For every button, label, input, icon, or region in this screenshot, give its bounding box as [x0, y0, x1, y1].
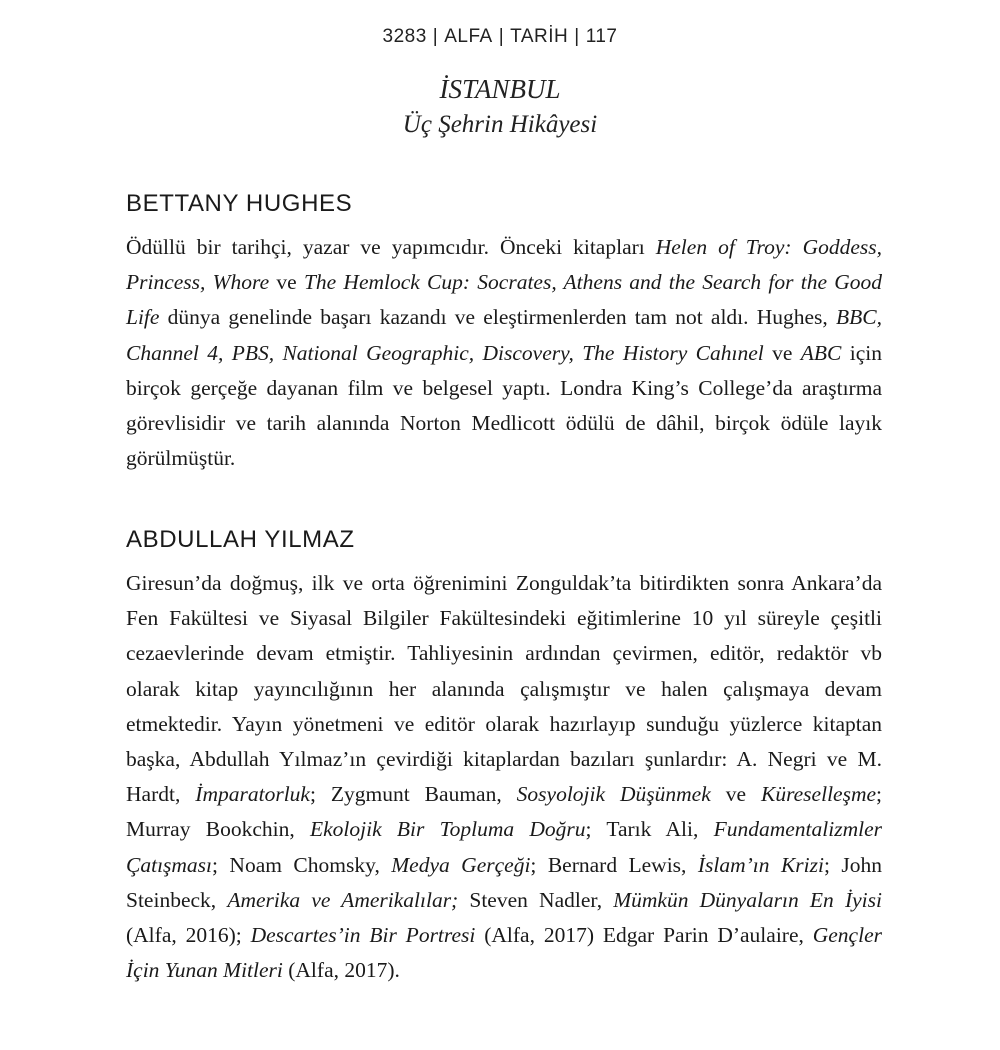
italic-title-run: Mümkün Dünyaların En İyisi — [613, 887, 882, 912]
text-run: ; Tarık Ali, — [585, 817, 714, 842]
translator-name-heading: ABDULLAH YILMAZ — [126, 526, 355, 553]
text-run: dünya genelinde başarı kazandı ve eleştirmenlerden tam not aldı. Hughes, — [159, 305, 837, 330]
italic-title-run: Descartes’in Bir Portresi — [250, 923, 476, 948]
italic-title-run: The Hemlock Cup: Socrates, Athens and the Search for the Good Life — [126, 270, 882, 330]
publisher-name: ALFA — [444, 26, 493, 47]
italic-title-run: Fundamentalizmler Çatışması — [126, 817, 882, 877]
header-separator: | — [432, 26, 439, 47]
header-separator: | — [574, 26, 580, 47]
text-run: ; Murray Bookchin, — [126, 782, 883, 842]
text-run: (Alfa, 2017) Edgar Parin D’aulaire, — [475, 923, 813, 948]
text-run: ve — [763, 340, 801, 365]
text-run: ; Bernard Lewis, — [530, 852, 698, 877]
series-name: TARİH — [510, 26, 569, 47]
text-run: Steven Nadler, — [458, 887, 614, 912]
book-title: İSTANBUL — [439, 74, 561, 104]
text-run: ; Zygmunt Bauman, — [309, 782, 517, 807]
text-run: Giresun’da doğmuş, ilk ve orta öğrenimini Zonguldak’ta bitirdikten sonra Ankara’da Fen Fakültesi ve Siyasal Bilgiler Fakültesindeki eğitimlerine 10 yıl süreyle çeşitli cezaevlerinde devam etmiştir. Tahliyesinin ardından çevirmen, editör, redaktör vb olarak kitap yayıncılığının her alanında çalışmıştır ve halen çalışmaya devam etmektedir. Yayın yönetmeni ve editör olarak hazırlayıp sunduğu yüzlerce kitaptan başka, Abdullah Yılmaz’ın çevirdiği kitaplardan bazıları şunlardır: A. Negri ve M. Hardt, — [126, 571, 882, 807]
text-run: ve — [710, 782, 761, 807]
header-separator: | — [498, 26, 505, 47]
author-name-heading: BETTANY HUGHES — [126, 190, 353, 217]
book-subtitle: Üç Şehrin Hikâyesi — [402, 111, 598, 138]
text-run: ve — [269, 270, 304, 295]
author-bio — [126, 230, 882, 476]
text-run: ; Noam Chomsky, — [212, 852, 392, 877]
italic-title-run: Sosyolojik Düşünmek — [516, 782, 711, 807]
text-run: (Alfa, 2017). — [282, 958, 400, 983]
series-index: 117 — [585, 26, 618, 47]
italic-title-run: BBC, Channel 4, PBS, National Geographic, Discovery, The History Cahınel — [126, 305, 882, 365]
italic-title-run: Helen of Troy: Goddess, Princess, Whore — [126, 235, 882, 295]
text-run: (Alfa, 2016); — [126, 923, 251, 948]
text-run: Ödüllü bir tarihçi, yazar ve yapımcıdır. Önceki kitapları — [126, 235, 656, 259]
series-header — [0, 26, 1000, 48]
italic-title-run: Amerika ve Amerikalılar; — [227, 887, 459, 912]
series-number: 3283 — [382, 26, 427, 47]
italic-title-run: İslam’ın Krizi — [697, 852, 824, 877]
italic-title-run: Medya Gerçeği — [391, 852, 531, 877]
italic-title-run: Küreselleşme — [760, 782, 877, 807]
italic-title-run: Ekolojik Bir Topluma Doğru — [309, 817, 586, 842]
text-run: ; John Steinbeck, — [126, 852, 883, 912]
italic-title-run: Gençler İçin Yunan Mitleri — [126, 923, 882, 983]
italic-title-run: ABC — [800, 340, 842, 365]
italic-title-run: İmparatorluk — [195, 782, 310, 807]
text-run: için birçok gerçeğe dayanan film ve belgesel yaptı. Londra King’s College’da araştırma görevlisidir ve tarih alanında Norton Medlicott ödülü de dâhil, birçok ödüle layık görülmüştür. — [126, 340, 882, 471]
translator-bio — [126, 566, 882, 988]
